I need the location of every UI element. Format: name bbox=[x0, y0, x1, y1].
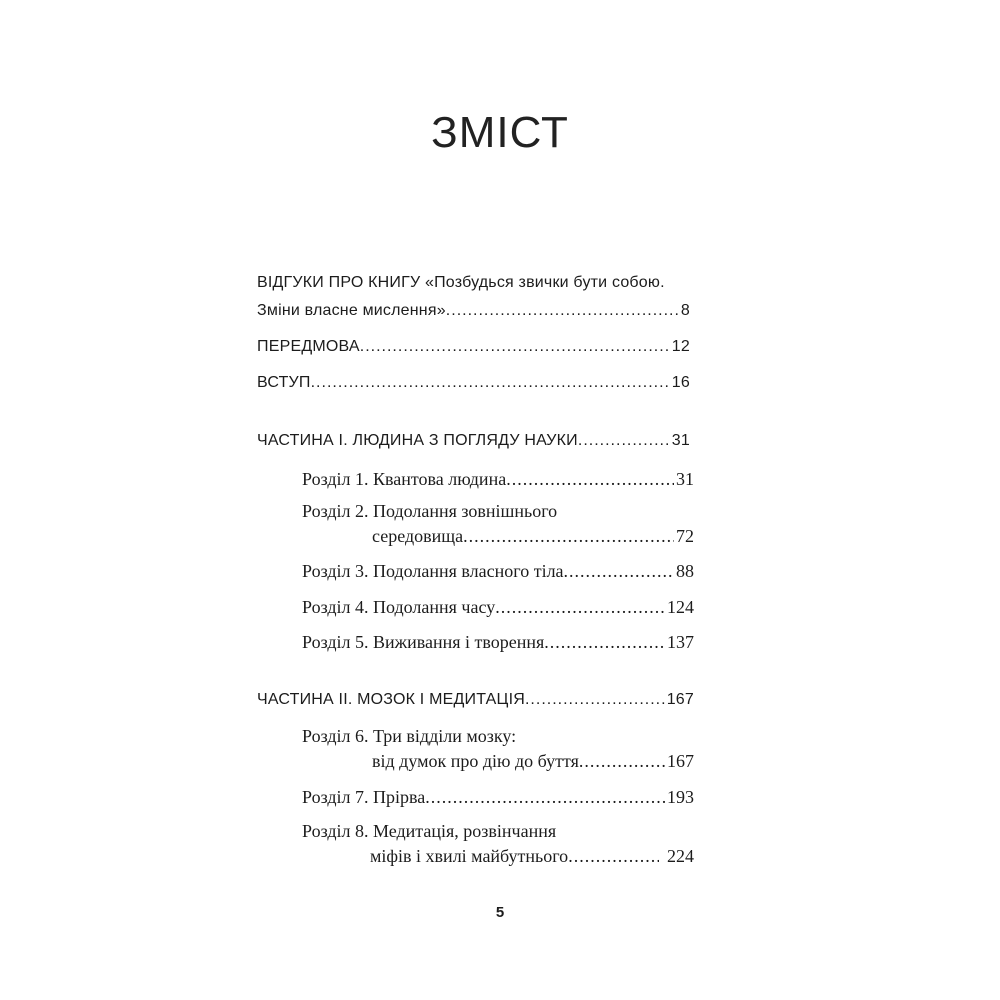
toc-page-number: 193 bbox=[667, 787, 694, 807]
toc-entry-label: ПЕРЕДМОВА bbox=[257, 338, 360, 355]
toc-entry-label: ВСТУП bbox=[257, 374, 311, 391]
toc-chapter-8-line1: Розділ 8. Медитація, розвінчання bbox=[302, 821, 557, 841]
toc-page-number: 137 bbox=[667, 632, 694, 652]
toc-chapter-2-line1: Розділ 2. Подолання зовнішнього bbox=[302, 501, 558, 521]
toc-chapter-3[interactable] bbox=[302, 562, 694, 580]
toc-part-1[interactable] bbox=[257, 433, 690, 449]
toc-chapter-2[interactable] bbox=[372, 527, 694, 545]
toc-chapter-label: Розділ 3. Подолання власного тіла bbox=[302, 561, 564, 581]
dot-leader bbox=[425, 788, 665, 806]
dot-leader bbox=[578, 433, 670, 449]
toc-chapter-label: Розділ 4. Подолання часу bbox=[302, 597, 496, 617]
toc-chapter-label: Розділ 7. Прірва bbox=[302, 787, 426, 807]
toc-chapter-label: Розділ 1. Квантова людина bbox=[302, 469, 507, 489]
toc-entry-reviews-line1: ВІДГУКИ ПРО КНИГУ «Позбудься звички бути собою. bbox=[257, 274, 665, 291]
dot-leader bbox=[506, 470, 674, 488]
toc-entry-introduction[interactable] bbox=[257, 375, 690, 391]
toc-part-label: ЧАСТИНА І. ЛЮДИНА З ПОГЛЯДУ НАУКИ bbox=[257, 432, 578, 449]
toc-chapter-label: міфів і хвилі майбутнього bbox=[370, 846, 569, 866]
dot-leader bbox=[564, 562, 674, 580]
toc-page-number: 167 bbox=[666, 691, 694, 708]
toc-chapter-1[interactable] bbox=[302, 470, 694, 488]
page-title: ЗМІСТ bbox=[431, 108, 569, 157]
toc-chapter-4[interactable] bbox=[302, 598, 694, 616]
toc-page-number: 167 bbox=[667, 751, 694, 771]
toc-page-number: 124 bbox=[667, 597, 694, 617]
dot-leader bbox=[360, 339, 670, 355]
toc-part-label: ЧАСТИНА ІІ. МОЗОК І МЕДИТАЦІЯ bbox=[257, 691, 525, 708]
dot-leader bbox=[495, 598, 665, 616]
toc-page-number: 72 bbox=[676, 526, 694, 546]
dot-leader bbox=[463, 527, 674, 545]
toc-chapter-label: Розділ 5. Виживання і творення bbox=[302, 632, 545, 652]
toc-entry-reviews[interactable] bbox=[257, 303, 690, 319]
toc-chapter-8[interactable] bbox=[370, 847, 694, 865]
dot-leader bbox=[579, 752, 665, 770]
dot-leader bbox=[568, 847, 659, 865]
dot-leader bbox=[311, 375, 670, 391]
dot-leader bbox=[544, 633, 665, 651]
toc-page-number: 88 bbox=[676, 561, 694, 581]
toc-chapter-label: від думок про дію до буття bbox=[372, 751, 579, 771]
toc-chapter-6[interactable] bbox=[372, 752, 694, 770]
toc-page-number: 224 bbox=[667, 846, 694, 866]
toc-chapter-label: середовища bbox=[372, 526, 464, 546]
toc-entry-foreword[interactable] bbox=[257, 339, 690, 355]
toc-page-number: 12 bbox=[671, 338, 690, 355]
toc-chapter-6-line1: Розділ 6. Три відділи мозку: bbox=[302, 726, 517, 746]
toc-chapter-7[interactable] bbox=[302, 788, 694, 806]
dot-leader bbox=[525, 692, 665, 708]
toc-chapter-5[interactable] bbox=[302, 633, 694, 651]
toc-entry-label: Зміни власне мислення» bbox=[257, 302, 446, 319]
toc-page-number: 8 bbox=[680, 302, 690, 319]
toc-page-number: 31 bbox=[671, 432, 690, 449]
dot-leader bbox=[446, 303, 679, 319]
toc-page-number: 16 bbox=[671, 374, 690, 391]
toc-part-2[interactable] bbox=[257, 692, 694, 708]
page-number: 5 bbox=[495, 904, 505, 921]
toc-page-number: 31 bbox=[676, 469, 694, 489]
